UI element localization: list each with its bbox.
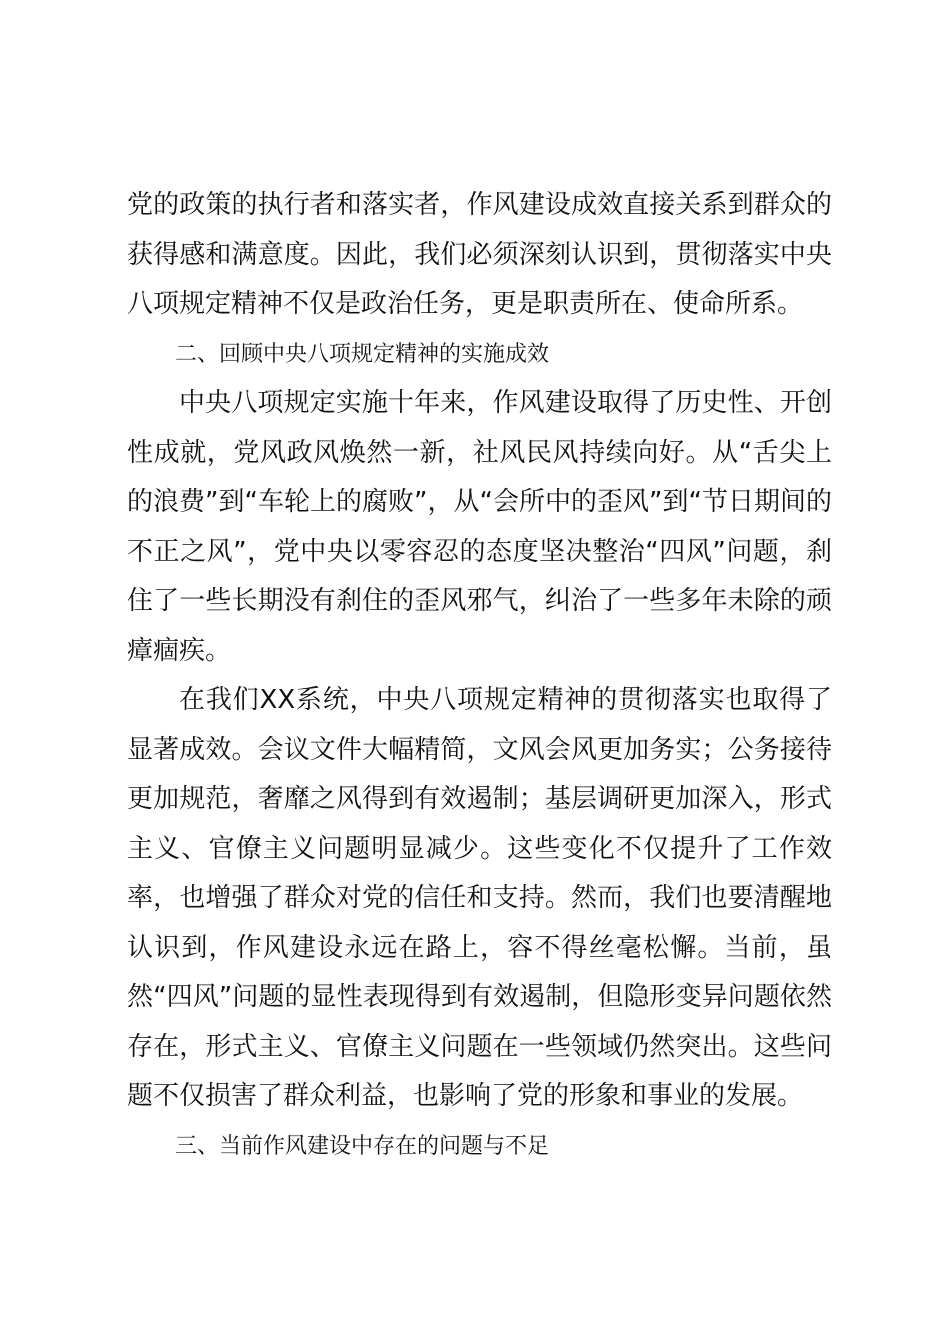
section-heading-3: 三、当前作风建设中存在的问题与不足 xyxy=(175,1133,550,1159)
paragraph-achievements-system: 在我们XX系统，中央八项规定精神的贯彻落实也取得了显著成效。会议文件大幅精简，文风会风更加务实；公务接待更加规范，奢靡之风得到有效遏制；基层调研更加深入，形式主义、官僚主义问题明显减少。这些变化不仅提升了工作效率，也增强了群众对党的信任和支持。然而，我们也要清醒地认识到，作风建设永远在路上，容不得丝毫松懈。当前，虽然“四风”问题的显性表现得到有效遏制，但隐形变异问题依然存在，形式主义、官僚主义问题在一些领域仍然突出。这些问题不仅损害了群众利益，也影响了党的形象和事业的发展。 xyxy=(127,685,832,1111)
paragraph-achievements-national: 中央八项规定实施十年来，作风建设取得了历史性、开创性成就，党风政风焕然一新，社风民风持续向好。从“舌尖上的浪费”到“车轮上的腐败”，从“会所中的歪风”到“节日期间的不正之风”，党中央以零容忍的态度坚决整治“四风”问题，刹住了一些长期没有刹住的歪风邪气，纠治了一些多年未除的顽瘴痼疾。 xyxy=(127,388,832,666)
document-body xyxy=(127,181,832,1171)
paragraph-intro-continuation: 党的政策的执行者和落实者，作风建设成效直接关系到群众的获得感和满意度。因此，我们必须深刻认识到，贯彻落实中央八项规定精神不仅是政治任务，更是职责所在、使命所系。 xyxy=(127,190,832,319)
section-heading-2: 二、回顾中央八项规定精神的实施成效 xyxy=(175,341,550,367)
